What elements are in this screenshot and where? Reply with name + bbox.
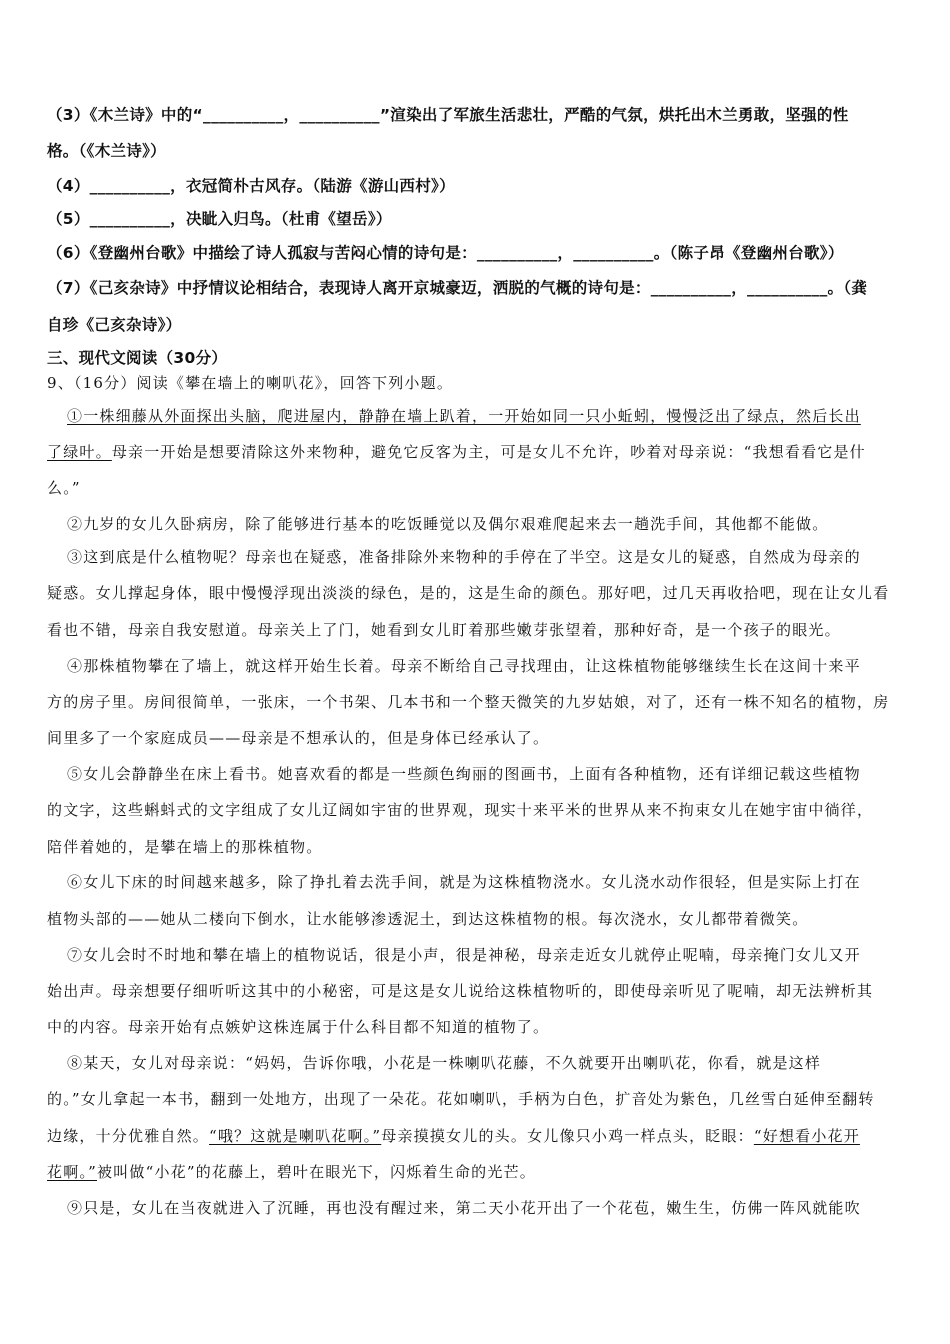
underlined-quote-mother: “哦？这就是喇叭花啊。” xyxy=(209,1127,382,1145)
paragraph-1-line-1: ①一株细藤从外面探出头脑，爬进屋内，静静在墙上趴着，一开始如同一只小蚯蚓，慢慢泛出了绿点，然后长出 xyxy=(67,407,861,425)
paragraph-7-line-2: 始出声。母亲想要仔细听听这其中的小秘密，可是这是女儿说给这株植物听的，即使母亲听见了呢喃，却无法辨析其 xyxy=(47,982,874,1000)
section-heading: 三、现代文阅读（30分） xyxy=(47,349,228,367)
paragraph-8-line-4: 花啊。”被叫做“小花”的花藤上，碧叶在眼光下，闪烁着生命的光芒。 xyxy=(47,1163,536,1181)
q8-item5: （5）__________，决眦入归鸟。（杜甫《望岳》） xyxy=(47,210,392,228)
paragraph-4-line-2: 方的房子里。房间很简单，一张床，一个书架、几本书和一个整天微笑的九岁姑娘，对了，还有一株不知名的植物，房 xyxy=(47,693,890,711)
underlined-quote-daughter: “好想看小花开 xyxy=(753,1127,860,1145)
paragraph-1-line-2: 了绿叶。母亲一开始是想要清除这外来物种，避免它反客为主，可是女儿不允许，吵着对母亲说：“我想看看它是什 xyxy=(47,443,866,461)
paragraph-7-line-3: 中的内容。母亲开始有点嫉妒这株连属于什么科目都不知道的植物了。 xyxy=(47,1018,550,1036)
q8-item6: （6）《登幽州台歌》中描绘了诗人孤寂与苦闷心情的诗句是：__________，__________。（陈子昂《登幽州台歌》） xyxy=(47,244,844,262)
q8-item3-line1: （3）《木兰诗》中的“__________，__________”渲染出了军旅生活悲壮，严酷的气氛，烘托出木兰勇敢，坚强的性 xyxy=(47,106,849,124)
question-9-prompt: 9、（16分）阅读《攀在墙上的喇叭花》，回答下列小题。 xyxy=(47,374,454,392)
paragraph-9-line-1: ⑨只是，女儿在当夜就进入了沉睡，再也没有醒过来，第二天小花开出了一个花苞，嫩生生，仿佛一阵风就能吹 xyxy=(67,1199,861,1217)
paragraph-7-line-1: ⑦女儿会时不时地和攀在墙上的植物说话，很是小声，很是神秘，母亲走近女儿就停止呢喃，母亲掩门女儿又开 xyxy=(67,946,861,964)
paragraph-5-line-1: ⑤女儿会静静坐在床上看书。她喜欢看的都是一些颜色绚丽的图画书，上面有各种植物，还有详细记载这些植物 xyxy=(67,765,861,783)
paragraph-8-line-2: 的。”女儿拿起一本书，翻到一处地方，出现了一朵花。花如喇叭，手柄为白色，扩音处为紫色，几丝雪白延伸至翻转 xyxy=(47,1090,875,1108)
paragraph-8-line-3: 边缘，十分优雅自然。“哦？这就是喇叭花啊。”母亲摸摸女儿的头。女儿像只小鸡一样点头，眨眼：“好想看小花开 xyxy=(47,1127,860,1145)
paragraph-6-line-1: ⑥女儿下床的时间越来越多，除了挣扎着去洗手间，就是为这株植物浇水。女儿浇水动作很轻，但是实际上打在 xyxy=(67,873,861,891)
underlined-phrase: 了绿叶。 xyxy=(47,443,112,461)
paragraph-5-line-3: 陪伴着她的，是攀在墙上的那株植物。 xyxy=(47,838,323,856)
paragraph-3-line-1: ③这到底是什么植物呢？母亲也在疑惑，准备排除外来物种的手停在了半空。这是女儿的疑惑，自然成为母亲的 xyxy=(67,548,861,566)
paragraph-5-line-2: 的文字，这些蝌蚪式的文字组成了女儿辽阔如宇宙的世界观，现实十来平米的世界从来不拘束女儿在她宇宙中徜徉， xyxy=(47,801,874,819)
q8-item4: （4）__________，衣冠简朴古风存。（陆游《游山西村》） xyxy=(47,177,455,195)
paragraph-4-line-3: 间里多了一个家庭成员——母亲是不想承认的，但是身体已经承认了。 xyxy=(47,729,550,747)
paragraph-3-line-2: 疑惑。女儿撑起身体，眼中慢慢浮现出淡淡的绿色，是的，这是生命的颜色。那好吧，过几天再收拾吧，现在让女儿看 xyxy=(47,584,890,602)
paragraph-3-line-3: 看也不错，母亲自我安慰道。母亲关上了门，她看到女儿盯着那些嫩芽张望着，那种好奇，是一个孩子的眼光。 xyxy=(47,621,841,639)
paragraph-1-line-3: 么。” xyxy=(47,479,81,497)
q8-item7-line1: （7）《己亥杂诗》中抒情议论相结合，表现诗人离开京城豪迈，洒脱的气概的诗句是：__________，__________。（龚 xyxy=(47,279,868,297)
q8-item3-line2: 格。（《木兰诗》） xyxy=(47,142,166,160)
paragraph-2: ②九岁的女儿久卧病房，除了能够进行基本的吃饭睡觉以及偶尔艰难爬起来去一趟洗手间，其他都不能做。 xyxy=(67,515,829,533)
paragraph-4-line-1: ④那株植物攀在了墙上，就这样开始生长着。母亲不断给自己寻找理由，让这株植物能够继续生长在这间十来平 xyxy=(67,657,861,675)
paragraph-6-line-2: 植物头部的——她从二楼向下倒水，让水能够渗透泥土，到达这株植物的根。每次浇水，女儿都带着微笑。 xyxy=(47,910,809,928)
underlined-phrase-end: 花啊。” xyxy=(47,1163,97,1181)
paragraph-8-line-1: ⑧某天，女儿对母亲说：“妈妈，告诉你哦，小花是一株喇叭花藤，不久就要开出喇叭花，你看，就是这样 xyxy=(67,1054,822,1072)
q8-item7-line2: 自珍《己亥杂诗》） xyxy=(47,316,182,334)
